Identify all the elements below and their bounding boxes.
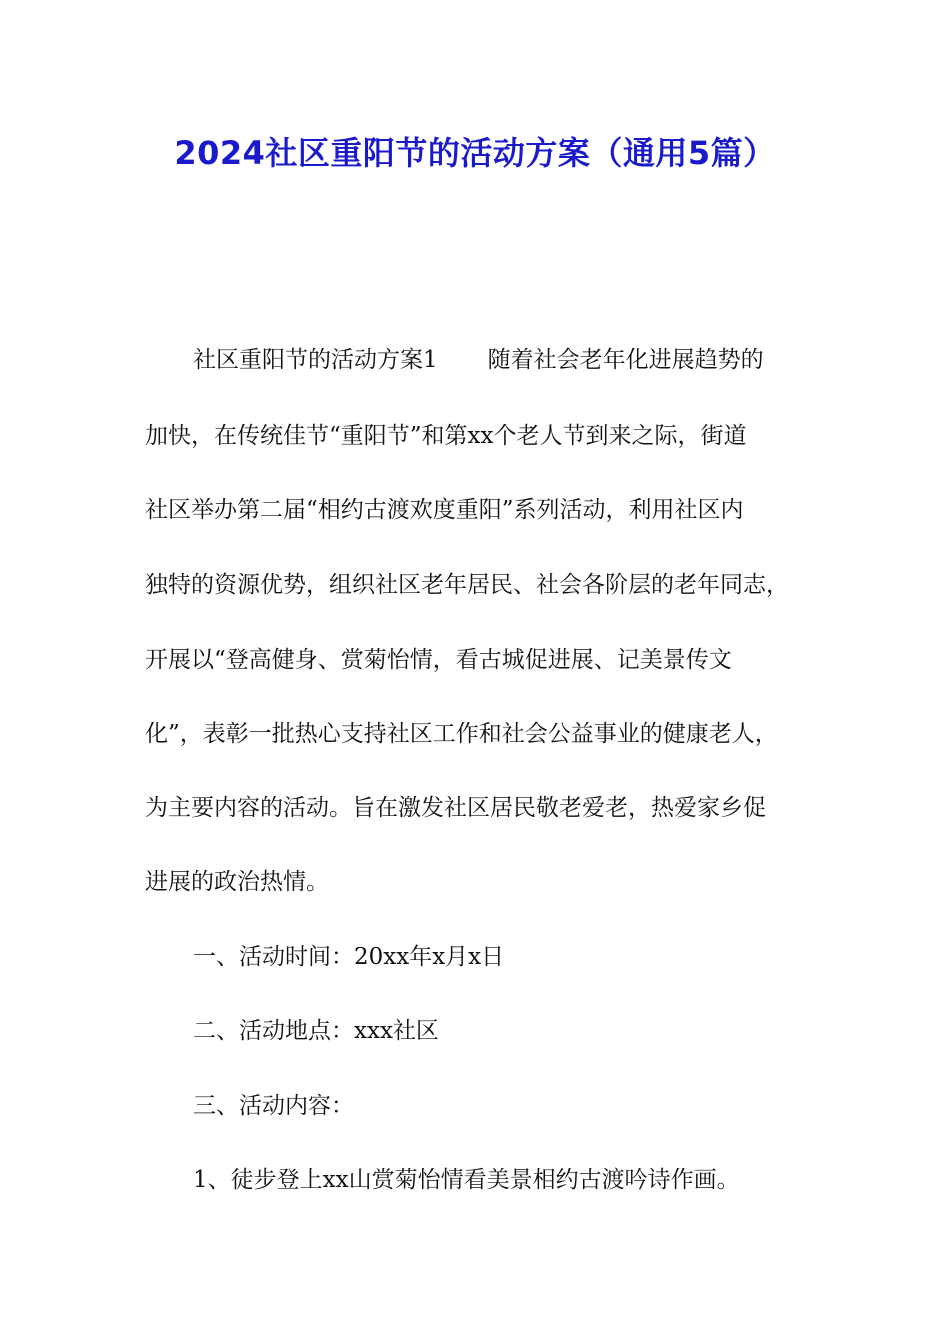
paragraph-line: 加快，在传统佳节“重阳节”和第xx个老人节到来之际，街道 <box>145 423 747 449</box>
list-item: 三、活动内容： <box>193 1093 354 1119</box>
paragraph-line: 进展的政治热情。 <box>145 869 329 895</box>
paragraph-text: 随着社会老年化进展趋势的 <box>487 347 764 373</box>
list-item: 1、徒步登上xx山赏菊怡情看美景相约古渡吟诗作画。 <box>193 1167 740 1193</box>
document-title: 2024社区重阳节的活动方案（通用5篇） <box>174 134 776 172</box>
paragraph-line: 独特的资源优势，组织社区老年居民、社会各阶层的老年同志， <box>145 572 789 598</box>
list-item: 二、活动地点：xxx社区 <box>193 1018 439 1044</box>
section-heading: 社区重阳节的活动方案1 <box>193 347 438 373</box>
paragraph-line: 为主要内容的活动。旨在激发社区居民敬老爱老，热爱家乡促 <box>145 795 766 821</box>
paragraph-line: 社区举办第二届“相约古渡欢度重阳”系列活动，利用社区内 <box>145 497 744 523</box>
paragraph-line: 开展以“登高健身、赏菊怡情，看古城促进展、记美景传文 <box>145 647 732 673</box>
paragraph-line: 化”，表彰一批热心支持社区工作和社会公益事业的健康老人， <box>145 721 778 747</box>
list-item: 一、活动时间：20xx年x月x日 <box>193 944 505 970</box>
paragraph-line <box>193 344 893 376</box>
